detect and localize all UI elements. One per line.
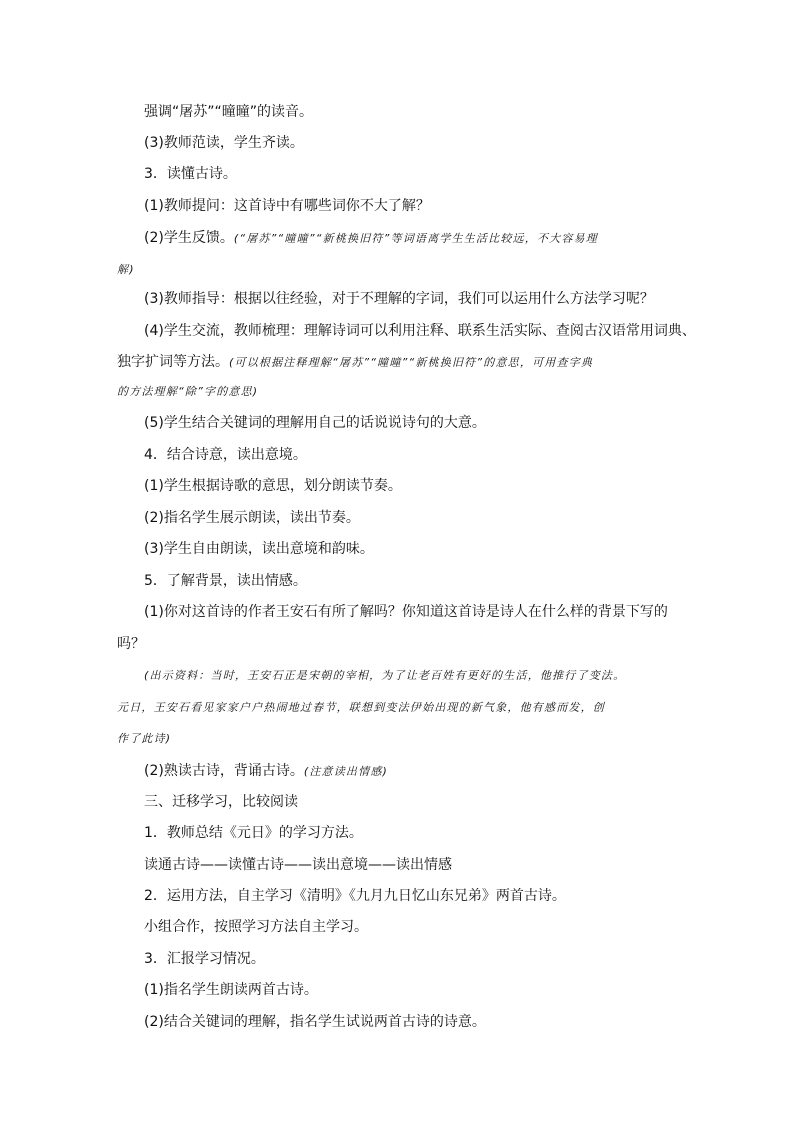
annotation-note: (出示资料：当时，王安石正是宋朝的宰相，为了让老百姓有更好的生活，他推行了变法。 <box>144 669 626 682</box>
section-heading: 4．结合诗意，读出意境。 <box>144 447 307 463</box>
text-line: 1．教师总结《元日》的学习方法。 <box>144 825 363 841</box>
text-line: (3)学生自由朗读，读出意境和韵味。 <box>144 541 374 557</box>
text-line: 吗？ <box>117 636 145 652</box>
text-line: (2)结合关键词的理解，指名学生试说两首古诗的诗意。 <box>144 1014 486 1030</box>
section-heading: 3．汇报学习情况。 <box>144 951 265 967</box>
text-line: (2)指名学生展示朗读，读出节奏。 <box>144 510 360 526</box>
text-line: 读通古诗——读懂古诗——读出意境——读出情感 <box>144 857 452 873</box>
text-line: (3)教师指导：根据以往经验，对于不理解的字词，我们可以运用什么方法学习呢？ <box>144 291 654 307</box>
annotation-note: (“屠苏”“曈曈”“新桃换旧符”等词语离学生生活比较远，不大容易理 <box>233 232 598 245</box>
annotation-note: 元日，王安石看见家家户户热闹地过春节，联想到变法伊始出现的新气象，他有感而发，创 <box>117 701 605 714</box>
text-line: 3．读懂古诗。 <box>144 166 237 182</box>
annotation-note: (可以根据注释理解“屠苏”“曈曈”“新桃换旧符”的意思，可用查字典 <box>229 356 594 369</box>
text-line: (1)学生根据诗歌的意思，划分朗读节奏。 <box>144 478 402 494</box>
text-line <box>144 229 598 248</box>
text-segment: (2)学生反馈。 <box>144 230 234 246</box>
text-line: (1)教师提问：这首诗中有哪些词你不大了解？ <box>144 198 430 214</box>
text-line <box>144 762 388 781</box>
section-heading: 三、迁移学习，比较阅读 <box>144 794 298 810</box>
text-line: (3)教师范读，学生齐读。 <box>144 135 304 151</box>
text-line: 强调“屠苏”“曈曈”的读音。 <box>144 104 314 120</box>
text-segment: 独字扩词等方法。 <box>117 354 229 370</box>
text-segment: (2)熟读古诗，背诵古诗。 <box>144 763 304 779</box>
annotation-note: 作了此诗) <box>117 732 172 745</box>
annotation-note: 的方法理解“除”字的意思) <box>117 385 259 398</box>
text-line <box>117 353 593 372</box>
text-line: 2．运用方法，自主学习《清明》《九月九日忆山东兄弟》两首古诗。 <box>144 888 566 904</box>
section-heading: 5．了解背景，读出情感。 <box>144 573 307 589</box>
text-line: (1)你对这首诗的作者王安石有所了解吗？你知道这首诗是诗人在什么样的背景下写的 <box>144 604 668 620</box>
text-line: (4)学生交流，教师梳理：理解诗词可以利用注释、联系生活实际、查阅古汉语常用词典、 <box>144 323 696 339</box>
annotation-note: (注意读出情感) <box>303 765 389 778</box>
text-line: (5)学生结合关键词的理解用自己的话说说诗句的大意。 <box>144 415 486 431</box>
annotation-note: 解) <box>117 263 135 276</box>
text-line: 小组合作，按照学习方法自主学习。 <box>144 919 368 935</box>
text-line: (1)指名学生朗读两首古诗。 <box>144 982 318 998</box>
